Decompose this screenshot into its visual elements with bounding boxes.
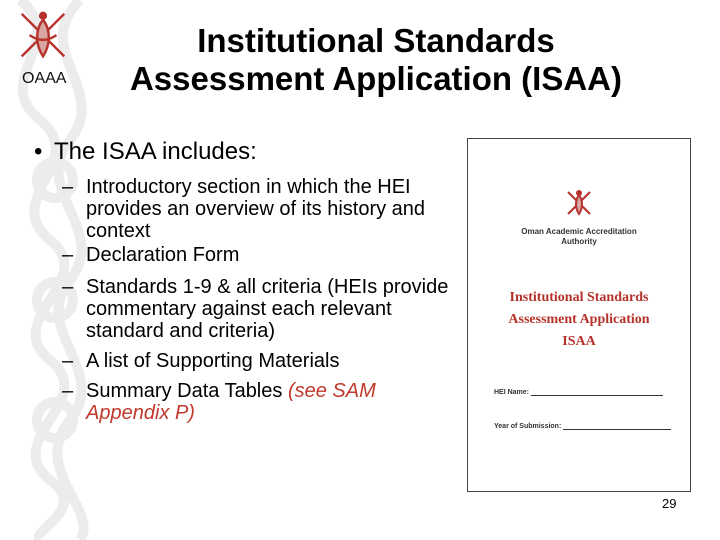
sub-bullet-list (62, 176, 462, 424)
title-line-2: Assessment Application (ISAA) (129, 60, 623, 97)
list-item: – Declaration Form (62, 244, 240, 266)
cover-title: Institutional Standards Assessment Application ISAA (508, 290, 650, 349)
org-label: OAAA (22, 70, 67, 87)
oman-emblem-icon (14, 6, 72, 68)
bullet-dot: • (34, 138, 43, 165)
main-bullet-text: The ISAA includes: (54, 138, 257, 165)
cover-hei-name-field: HEI Name: (494, 389, 663, 396)
list-item: – A list of Supporting Materials (62, 350, 340, 372)
cover-year-field: Year of Submission: (494, 423, 671, 430)
cover-emblem-icon (564, 187, 594, 221)
sam-appendix-note: (see SAM Appendix P) (86, 380, 376, 424)
main-bullet (34, 138, 257, 166)
page-title (96, 22, 656, 98)
page-number: 29 (662, 496, 677, 511)
list-item: – Standards 1-9 & all criteria (HEIs provide commentary against each relevant standard and criteria) (62, 276, 449, 342)
isaa-cover-image (467, 138, 691, 492)
list-item: – Introductory section in which the HEI provides an overview of its history and context (62, 176, 426, 242)
cover-org-name: Oman Academic Accreditation Authority (521, 227, 637, 246)
list-item: – Summary Data Tables (see SAM Appendix P) (62, 380, 376, 424)
title-line-1: Institutional Standards (197, 22, 555, 59)
